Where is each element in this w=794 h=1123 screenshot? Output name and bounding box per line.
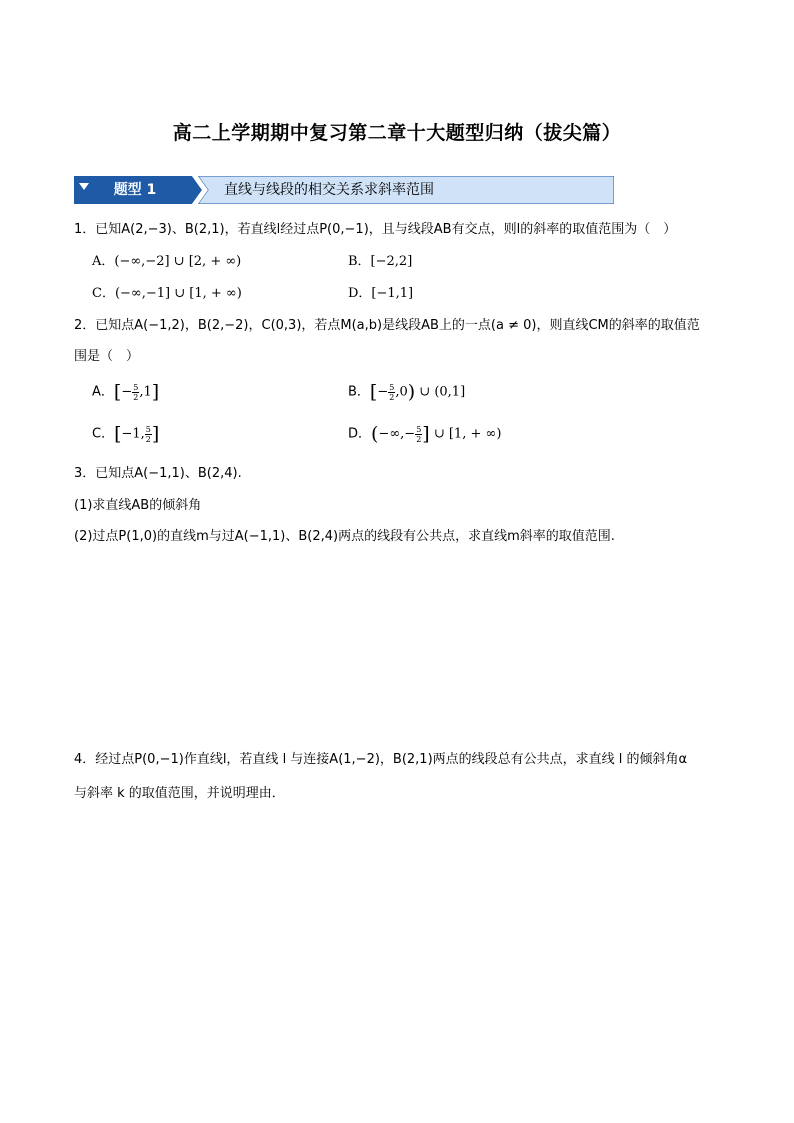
chevron-down-icon[interactable] [74,176,94,196]
question-2-stem-line-1: 2．已知点A(−1,2)，B(2,−2)，C(0,3)，若点M(a,b)是线段AB上的一点(a ≠ 0)，则直线CM的斜率的取值范 [74,318,700,333]
question-2-option-d[interactable]: D．(−∞,− $\frac{5}{2}$ ] ∪ [1, + ∞) [348,423,502,445]
question-4-line-1: 4．经过点P(0,−1)作直线l，若直线 l 与连接A(1,−2)，B(2,1)两点的线段总有公共点，求直线 l 的倾斜角α [74,752,688,767]
question-1-stem: 1．已知A(2,−3)、B(2,1)，若直线l经过点P(0,−1)，且与线段AB有交点，则l的斜率的取值范围为（ ） [74,222,677,237]
question-2-option-a[interactable]: A．[− $\frac{5}{2}$ ,1] [92,381,160,403]
fraction: $\frac{5}{2}$ [145,424,151,444]
section-banner [74,176,614,204]
banner-topic: 直线与线段的相交关系求斜率范围 [224,182,434,198]
fraction: $\frac{5}{2}$ [133,382,139,402]
question-1-option-d[interactable]: D．[−1,1] [348,286,414,301]
question-1-option-a[interactable]: A．(−∞,−2] ∪ [2, + ∞) [92,254,242,269]
question-3-part-1: (1)求直线AB的倾斜角 [74,498,202,513]
fraction: $\frac{5}{2}$ [389,382,395,402]
question-1-option-c[interactable]: C．(−∞,−1] ∪ [1, + ∞) [92,286,242,301]
question-2-option-b[interactable]: B．[− $\frac{5}{2}$ ,0) ∪ (0,1] [348,381,466,403]
question-2-option-c[interactable]: C．[−1, $\frac{5}{2}$ ] [92,423,160,445]
question-3-stem: 3．已知点A(−1,1)、B(2,4). [74,466,242,481]
question-1-option-b[interactable]: B．[−2,2] [348,254,413,269]
fraction: $\frac{5}{2}$ [416,424,422,444]
page-title: 高二上学期期中复习第二章十大题型归纳（拔尖篇） [172,122,622,144]
question-4-line-2: 与斜率 k 的取值范围，并说明理由． [74,786,285,801]
question-3-part-2: (2)过点P(1,0)的直线m与过A(−1,1)、B(2,4)两点的线段有公共点，求直线m斜率的取值范围. [74,529,615,544]
banner-label: 题型 1 [113,182,157,198]
question-2-stem-line-2: 围是（ ） [74,349,140,364]
